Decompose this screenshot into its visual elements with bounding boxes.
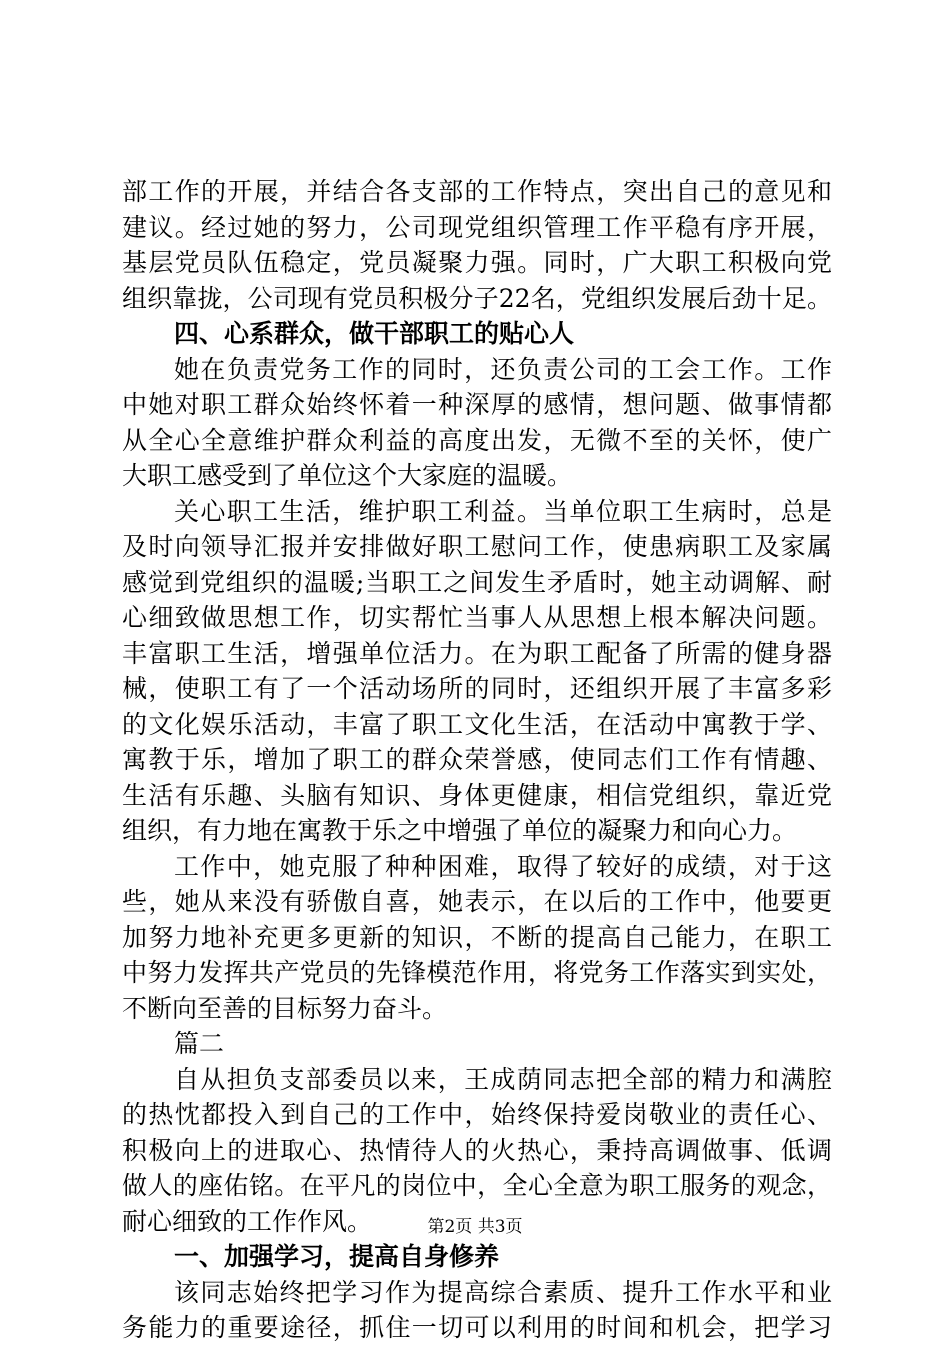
paragraph-line: 积极向上的进取心、热情待人的火热心，秉持高调做事、低调 [122,1135,832,1165]
paragraph-line: 生活有乐趣、头脑有知识、身体更健康，相信党组织，靠近党 [122,780,832,810]
paragraph-line: 中她对职工群众始终怀着一种深厚的感情，想问题、做事情都 [122,390,832,419]
paragraph-line: 建议。经过她的努力，公司现党组织管理工作平稳有序开展， [122,212,832,242]
paragraph-line: 组织，有力地在寓教于乐之中增强了单位的凝聚力和向心力。 [122,816,798,845]
paragraph-line: 组织靠拢，公司现有党员积极分子22名，党组织发展后劲十足。 [122,283,832,313]
page-footer: 第2页 共3页 [427,1217,523,1237]
paragraph-line: 及时向领导汇报并安排做好职工慰问工作，使患病职工及家属 [122,532,832,561]
paragraph-line: 篇二 [174,1029,225,1058]
paragraph-line: 部工作的开展，并结合各支部的工作特点，突出自己的意见和 [122,177,832,206]
paragraph-line: 该同志始终把学习作为提高综合素质、提升工作水平和业 [174,1277,832,1307]
paragraph-line: 的文化娱乐活动，丰富了职工文化生活，在活动中寓教于学、 [122,709,832,739]
paragraph-line: 械，使职工有了一个活动场所的同时，还组织开展了丰富多彩 [122,674,832,703]
paragraph-line: 感觉到党组织的温暖;当职工之间发生矛盾时，她主动调解、耐 [122,567,832,597]
paragraph-line: 务能力的重要途径，抓住一切可以利用的时间和机会，把学习 [122,1313,832,1342]
document-body [122,174,832,1346]
paragraph-line: 大职工感受到了单位这个大家庭的温暖。 [122,461,573,490]
paragraph-line: 心细致做思想工作，切实帮忙当事人从思想上根本解决问题。 [122,603,832,632]
paragraph-line: 些，她从来没有骄傲自喜，她表示，在以后的工作中，他要更 [122,887,832,916]
paragraph-line: 中努力发挥共产党员的先锋模范作用，将党务工作落实到实处， [122,958,832,987]
paragraph-line: 不断向至善的目标努力奋斗。 [122,993,448,1023]
paragraph-line: 做人的座佑铭。在平凡的岗位中，全心全意为职工服务的观念， [122,1171,832,1200]
paragraph-line: 自从担负支部委员以来，王成荫同志把全部的精力和满腔 [174,1064,832,1094]
paragraph-line: 寓教于乐，增加了职工的群众荣誉感，使同志们工作有情趣、 [122,745,832,774]
paragraph-line: 的热忱都投入到自己的工作中，始终保持爱岗敬业的责任心、 [122,1100,832,1129]
paragraph-line: 加努力地补充更多更新的知识，不断的提高自己能力，在职工 [122,922,832,952]
paragraph-line: 她在负责党务工作的同时，还负责公司的工会工作。工作 [174,354,832,384]
paragraph-line: 关心职工生活，维护职工利益。当单位职工生病时，总是 [174,496,832,526]
section-heading: 一、加强学习，提高自身修养 [174,1242,500,1271]
paragraph-line: 耐心细致的工作作风。 [122,1206,373,1236]
paragraph-line: 基层党员队伍稳定，党员凝聚力强。同时，广大职工积极向党 [122,248,832,277]
paragraph-line: 工作中，她克服了种种困难，取得了较好的成绩，对于这 [174,851,832,881]
paragraph-line: 丰富职工生活，增强单位活力。在为职工配备了所需的健身器 [122,638,832,668]
section-heading: 四、心系群众，做干部职工的贴心人 [174,319,575,348]
paragraph-line: 从全心全意维护群众利益的高度出发，无微不至的关怀，使广 [122,425,832,455]
